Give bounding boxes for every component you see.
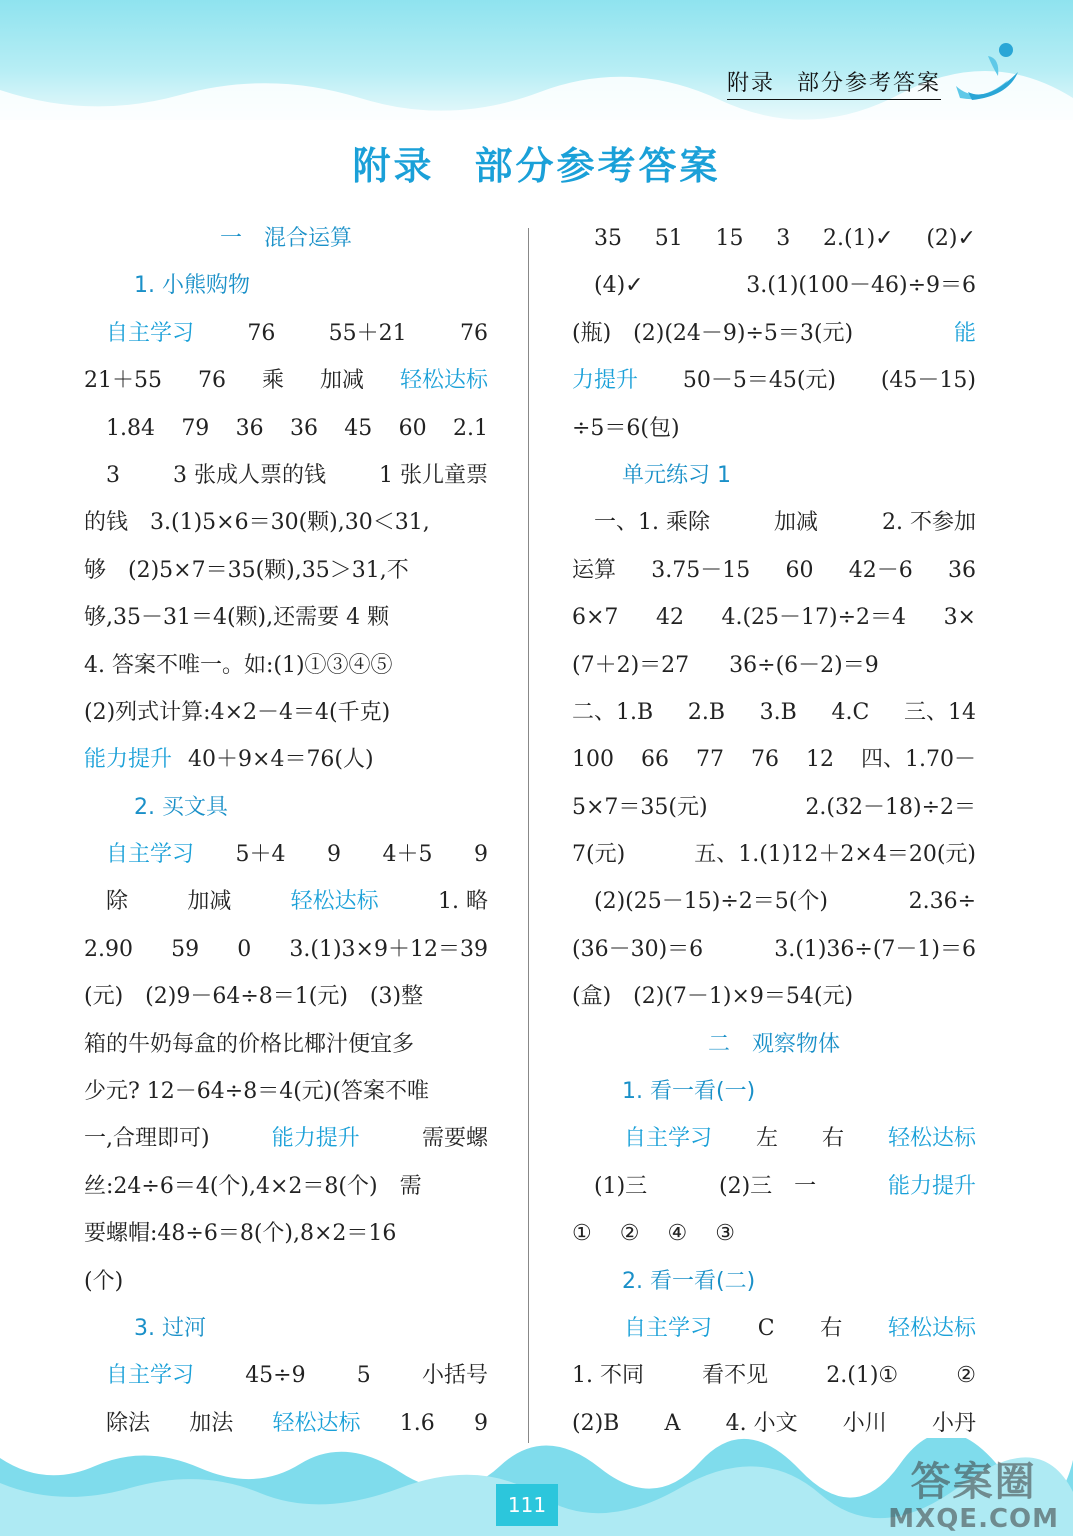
keyword-label: 能力提升 xyxy=(84,747,173,773)
right-column xyxy=(572,215,976,1447)
answer-line: 2.90 59 0 3.(1)3×9＋12＝39 xyxy=(84,936,488,962)
answer-line: 二、1.B 2.B 3.B 4.C 三、14 xyxy=(572,699,976,725)
answer-line: (2)B A 4. 小文 小川 小丹 xyxy=(572,1410,976,1436)
answer-line: 自主学习 C 右 轻松达标 xyxy=(572,1305,976,1352)
lesson-heading: 2. 买文具 xyxy=(134,794,228,820)
answer-line: 的钱 3.(1)5×6＝30(颗),30＜31, xyxy=(84,510,430,536)
keyword-label: 轻松达标 xyxy=(887,1315,976,1341)
answer-line: (盒) (2)(7－1)×9＝54(元) xyxy=(572,984,854,1010)
answer-line: 21＋55 76 乘 加减 轻松达标 xyxy=(84,357,488,404)
answer-line: (2)(25－15)÷2＝5(个) 2.36÷ xyxy=(594,889,976,915)
answer-line: (瓶) (2)(24－9)÷5＝3(元) 能 xyxy=(572,310,976,357)
answer-line: (元) (2)9－64÷8＝1(元) (3)整 xyxy=(84,984,424,1010)
keyword-label: 自主学习 xyxy=(106,320,195,346)
answer-line: 少元? 12－64÷8＝4(元)(答案不唯 xyxy=(84,1079,429,1105)
page-title: 附录 部分参考答案 xyxy=(352,144,721,188)
left-column xyxy=(84,215,488,1447)
answer-line: 除 加减 轻松达标 1. 略 xyxy=(84,878,488,925)
answer-line: ÷5＝6(包) xyxy=(572,415,680,441)
header-band xyxy=(0,0,1073,120)
answer-line: 4. 答案不唯一。如:(1)①③④⑤ xyxy=(84,652,393,678)
answer-line: ① ② ④ ③ xyxy=(572,1221,735,1247)
unit-heading: 二 观察物体 xyxy=(707,1031,840,1057)
answer-line: 除法 加法 轻松达标 1.6 9 xyxy=(84,1400,488,1447)
keyword-label: 能 xyxy=(953,320,976,346)
answer-line: 丝:24÷6＝4(个),4×2＝8(个) 需 xyxy=(84,1173,422,1199)
unit-heading: 一 混合运算 xyxy=(219,226,352,251)
keyword-label: 自主学习 xyxy=(106,1363,195,1389)
answer-line: 箱的牛奶每盒的价格比椰汁便宜多 xyxy=(84,1031,415,1057)
answer-line: (2)列式计算:4×2－4＝4(千克) xyxy=(84,699,391,725)
keyword-label: 自主学习 xyxy=(624,1126,713,1152)
keyword-label: 轻松达标 xyxy=(290,889,379,915)
answer-line: (4)✓ 3.(1)(100－46)÷9＝6 xyxy=(594,273,976,299)
keyword-label: 自主学习 xyxy=(624,1315,713,1341)
answer-line: 1.84 79 36 36 45 60 2.1 xyxy=(106,415,488,441)
lesson-heading: 3. 过河 xyxy=(134,1315,206,1341)
running-header: 附录 部分参考答案 xyxy=(727,66,941,100)
answer-line: 自主学习 5＋4 9 4＋5 9 xyxy=(84,831,488,878)
answer-line: 6×7 42 4.(25－17)÷2＝4 3× xyxy=(572,605,976,631)
lesson-heading: 单元练习 1 xyxy=(622,462,731,488)
answer-line: 自主学习 76 55＋21 76 xyxy=(84,310,488,357)
lesson-heading: 2. 看一看(二) xyxy=(622,1268,756,1294)
answer-line: 7(元) 五、1.(1)12＋2×4＝20(元) xyxy=(572,842,976,868)
answer-line: 力提升 50－5＝45(元) (45－15) xyxy=(572,357,976,404)
page-number: 111 xyxy=(496,1484,558,1526)
answer-line: 够 (2)5×7＝35(颗),35＞31,不 xyxy=(84,557,409,583)
keyword-label: 力提升 xyxy=(572,368,639,394)
answer-line: (个) xyxy=(84,1268,124,1294)
answer-line: 自主学习 左 右 轻松达标 xyxy=(572,1115,976,1162)
answer-line: 100 66 77 76 12 四、1.70－ xyxy=(572,747,976,773)
keyword-label: 轻松达标 xyxy=(887,1126,976,1152)
keyword-label: 轻松达标 xyxy=(272,1410,361,1436)
site-watermark: 答案圈 MXQE.COM xyxy=(888,1459,1059,1534)
lesson-heading: 1. 小熊购物 xyxy=(134,273,250,299)
answer-line: 要螺帽:48÷6＝8(个),8×2＝16 xyxy=(84,1221,397,1247)
answer-line: 自主学习 45÷9 5 小括号 xyxy=(84,1352,488,1399)
answer-line: 3 3 张成人票的钱 1 张儿童票 xyxy=(106,462,488,488)
keyword-label: 能力提升 xyxy=(887,1173,976,1199)
answer-line: 5×7＝35(元) 2.(32－18)÷2＝ xyxy=(572,794,976,820)
answer-line: 一,合理即可) 能力提升 需要螺 xyxy=(84,1115,488,1162)
answer-line: (7＋2)＝27 36÷(6－2)＝9 xyxy=(572,652,879,678)
keyword-label: 能力提升 xyxy=(271,1126,360,1152)
answer-line: 1. 不同 看不见 2.(1)① ② xyxy=(572,1363,976,1389)
keyword-label: 自主学习 xyxy=(106,842,195,868)
book-logo-icon xyxy=(948,36,1028,116)
answer-line: (36－30)＝6 3.(1)36÷(7－1)＝6 xyxy=(572,936,976,962)
answer-line: 35 51 15 3 2.(1)✓ (2)✓ xyxy=(594,226,976,251)
answer-line: 能力提升 40＋9×4＝76(人) xyxy=(84,736,488,783)
answer-line: 一、1. 乘除 加减 2. 不参加 xyxy=(594,510,976,536)
keyword-label: 轻松达标 xyxy=(399,368,488,394)
column-divider xyxy=(528,228,529,1443)
answer-line: 运算 3.75－15 60 42－6 36 xyxy=(572,557,976,583)
lesson-heading: 1. 看一看(一) xyxy=(622,1079,756,1105)
answer-line: (1)三 (2)三 一 能力提升 xyxy=(572,1163,976,1210)
answer-line: 够,35－31＝4(颗),还需要 4 颗 xyxy=(84,605,390,631)
